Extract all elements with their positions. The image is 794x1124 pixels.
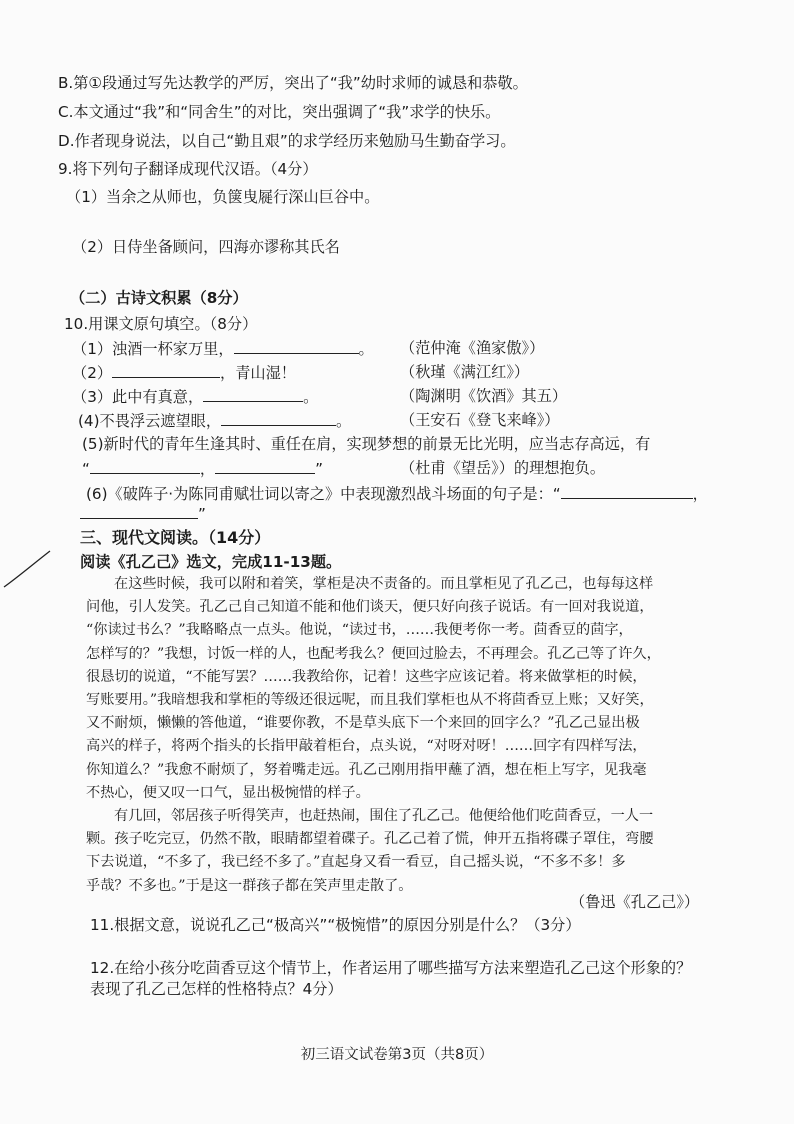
answer-blank[interactable] xyxy=(203,386,303,402)
q10-item-5-line2: “ ， ” xyxy=(82,460,323,478)
q10-item-2: （2） ，青山湿！ xyxy=(72,364,296,382)
passage-line: 不热心，便又叹一口气，显出极惋惜的样子。 xyxy=(86,785,370,801)
q10-item-6-line1: (6)《破阵子·为陈同甫赋壮词以寄之》中表现激烈战斗场面的句子是：“ ， xyxy=(86,485,708,503)
page-footer: 初三语文试卷第3页（共8页） xyxy=(300,1047,494,1063)
pen-stroke-mark xyxy=(0,545,60,595)
q12-line2: 表现了孔乙己怎样的性格特点？4分） xyxy=(90,980,343,998)
section-3-title: 三、现代文阅读。（14分） xyxy=(80,528,271,547)
passage-line: 问他，引人发笑。孔乙己自己知道不能和他们谈天，便只好向孩子说话。有一回对我说道， xyxy=(86,599,654,615)
passage-line: 很恳切的说道，“不能写罢？……我教给你，记着！这些字应该记着。将来做掌柜的时候， xyxy=(86,669,647,685)
option-c: C.本文通过“我”和“同舍生”的对比，突出强调了“我”求学的快乐。 xyxy=(58,103,501,121)
q10-item-5-line1: (5)新时代的青年生逢其时、重任在肩，实现梦想的前景无比光明，应当志存高远，有 xyxy=(82,435,651,453)
answer-blank[interactable] xyxy=(80,503,198,519)
answer-blank[interactable] xyxy=(221,410,336,426)
answer-blank[interactable] xyxy=(561,483,693,499)
passage-source: （鲁迅《孔乙己》） xyxy=(570,893,700,911)
q10-source-3: （陶渊明《饮酒》其五） xyxy=(400,387,568,405)
q9-item-2: （2）日侍坐备顾问，四海亦谬称其氏名 xyxy=(72,238,340,256)
q10-item-3: （3）此中有真意， 。 xyxy=(72,388,319,406)
option-d: D.作者现身说法，以自己“勤且艰”的求学经历来勉励马生勤奋学习。 xyxy=(58,132,516,150)
passage-line: 你知道么？”我愈不耐烦了，努着嘴走远。孔乙己刚用指甲蘸了酒，想在柜上写字，见我毫 xyxy=(86,762,647,778)
passage-line: 怎样写的？”我想，讨饭一样的人，也配考我么？便回过脸去，不再理会。孔乙己等了许久， xyxy=(86,646,661,662)
section-2-title: （二）古诗文积累（8分） xyxy=(70,289,248,307)
answer-blank[interactable] xyxy=(215,458,315,474)
passage-line: 写账要用。”我暗想我和掌柜的等级还很远呢，而且我们掌柜也从不将茴香豆上账；又好笑， xyxy=(86,692,654,708)
q10-item-6-line2: ” xyxy=(80,503,206,524)
q11: 11.根据文意，说说孔乙己“极高兴”“极惋惜”的原因分别是什么？（3分） xyxy=(90,916,581,934)
answer-blank[interactable] xyxy=(234,338,359,354)
q10-item-5-source: （杜甫《望岳》）的理想抱负。 xyxy=(400,459,606,477)
option-b: B.第①段通过写先达教学的严厉，突出了“我”幼时求师的诚恳和恭敬。 xyxy=(58,74,528,92)
q12-line1: 12.在给小孩分吃茴香豆这个情节上，作者运用了哪些描写方法来塑造孔乙己这个形象的？ xyxy=(90,959,692,977)
passage-line: 乎哉？不多也。”于是这一群孩子都在笑声里走散了。 xyxy=(86,878,413,894)
q10-stem: 10.用课文原句填空。（8分） xyxy=(64,315,258,333)
passage-line: 高兴的样子，将两个指头的长指甲敲着柜台，点头说，“对呀对呀！……回字有四样写法， xyxy=(86,738,647,754)
q10-source-1: （范仲淹《渔家傲》） xyxy=(400,339,545,357)
answer-blank[interactable] xyxy=(90,458,200,474)
passage-line: 颗。孩子吃完豆，仍然不散，眼睛都望着碟子。孔乙己着了慌，伸开五指将碟子罩住，弯腰 xyxy=(86,831,654,847)
q9-stem: 9.将下列句子翻译成现代汉语。（4分） xyxy=(58,160,318,178)
q10-item-1: （1）浊酒一杯家万里， 。 xyxy=(72,340,374,358)
q10-source-2: （秋瑾《满江红》） xyxy=(400,363,530,381)
q10-item-4: (4)不畏浮云遮望眼， 。 xyxy=(78,412,352,430)
passage-line: 在这些时候，我可以附和着笑，掌柜是决不责备的。而且掌柜见了孔乙己，也每每这样 xyxy=(114,576,654,592)
passage-line: 下去说道，“不多了，我已经不多了。”直起身又看一看豆，自己摇头说，“不多不多！多 xyxy=(86,854,626,870)
q10-source-4: （王安石《登飞来峰》） xyxy=(400,411,560,429)
passage-line: 有几回，邻居孩子听得笑声，也赶热闹，围住了孔乙己。他便给他们吃茴香豆，一人一 xyxy=(114,808,654,824)
reading-title: 阅读《孔乙己》选文，完成11-13题。 xyxy=(80,553,342,571)
answer-blank[interactable] xyxy=(112,362,220,378)
passage-line: “你读过书么？”我略略点一点头。他说，“读过书，……我便考你一考。茴香豆的茴字， xyxy=(86,622,633,638)
passage-line: 又不耐烦，懒懒的答他道，“谁要你教，不是草头底下一个来回的回字么？”孔乙己显出极 xyxy=(86,715,640,731)
q9-item-1: （1）当余之从师也，负箧曳屣行深山巨谷中。 xyxy=(66,188,380,206)
